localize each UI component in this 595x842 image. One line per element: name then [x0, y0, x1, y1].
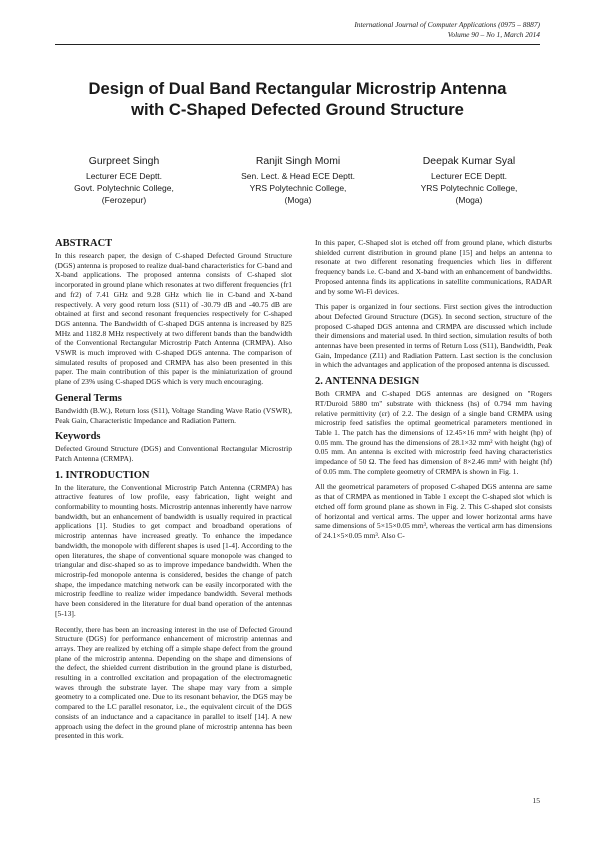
title-line-2: with C-Shaped Defected Ground Structure	[131, 100, 464, 119]
journal-header	[354, 20, 540, 39]
abstract-heading: ABSTRACT	[55, 238, 113, 249]
keywords-heading: Keywords	[55, 431, 101, 443]
author-affiliation: YRS Polytechnic College,	[249, 182, 347, 193]
antenna-design-paragraph-2: All the geometrical parameters of proposed C-shaped DGS antenna are same as that of CRMPA as mentioned in Table 1 except the C-shaped slot which is etched off form ground plane as shown in Fig. 2. This C-shaped slot consists of horizontal and vertical arms. The upper and lower horizontal arms have same dimensions of 5×15×0.05 mm³, whereas the vertical arm has dimensions of 24.1×5×0.05 mm³. Also C-	[315, 482, 552, 540]
paper-title	[40, 78, 555, 120]
journal-name: International Journal of Computer Applications (0975 – 8887)	[354, 20, 540, 29]
author-location: (Moga)	[455, 195, 483, 206]
author-name: Deepak Kumar Syal	[422, 156, 516, 167]
abstract-text: In this research paper, the design of C-shaped Defected Ground Structure (DGS) antenna is proposed to realize dual-band characteristics for C-band and X-band applications. The proposed antenna consists of C-shaped slot incorporated in ground plane which resonates at two different frequencies (fr1 and fr2) of 7.41 GHz and 9.28 GHz which lie in C-band and X-band respectively. A very good return loss (S11) of -30.79 dB and -40.75 dB are obtained at first and second resonant frequencies respectively for C-shaped DGS antenna. The Bandwidth of C-shaped DGS antenna is increased by 825 MHz and 1182.8 MHz respectively at two different bands than the bandwidth of the Conventional Rectangular Microstrip Patch Antenna (CRMPA). Also VSWR is much improved with C-shaped DGS antenna. The comparison of simulated results of proposed and CRMPA has also been presented in this paper. The main contribution of this paper is the miniaturization of ground plane of 23% using C-shaped DGS which is very much encouraging.	[55, 251, 292, 387]
introduction-paragraph-4: This paper is organized in four sections. First section gives the introduction about Defected Ground Structure (DGS). In second section, structure of the proposed C-shaped DGS antenna and CRMPA are discussed which include their dimensions and material used. In third section, simulation results of both antennas have been presented in terms of Return Loss (S11), Bandwidth, Peak Gain, Impedance (Z11) and Radiation Pattern. Last section is the conclusion in which the advantages and application of the proposed antenna is discussed.	[315, 302, 552, 370]
author-location: (Moga)	[284, 195, 312, 206]
author-role: Lecturer ECE Deptt.	[430, 170, 508, 181]
author-location: (Ferozepur)	[101, 195, 147, 206]
right-column	[315, 238, 552, 547]
author-role: Sen. Lect. & Head ECE Deptt.	[241, 170, 355, 181]
introduction-heading: 1. INTRODUCTION	[55, 469, 150, 481]
keywords-text: Defected Ground Structure (DGS) and Conventional Rectangular Microstrip Patch Antenna (CRMPA).	[55, 444, 292, 463]
introduction-paragraph-2: Recently, there has been an increasing interest in the use of Defected Ground Structure (DGS) for performance enhancement of microstrip antennas and arrays. They are realized by etching off a simple shape defect from the ground plane of the microstrip antenna. Depending on the shape and dimensions of the defect, the shielded current distribution in the ground plane is disturbed, resulting in a controlled excitation and propagation of the electromagnetic waves through the substrate layer. The shape may vary from a simple geometry to a complicated one. Due to its resonant behavior, the DGS may be compared to the LC parallel resonator, i.e., the equivalent circuit of the DGS consists of an inductance and a capacitance in parallel to itself [14]. A new approach using the defect in the ground plane of microstrip antenna has been presented in this work.	[55, 624, 292, 741]
antenna-design-heading: 2. ANTENNA DESIGN	[315, 376, 420, 388]
general-terms-heading: General Terms	[55, 392, 122, 404]
antenna-design-paragraph-1: Both CRMPA and C-shaped DGS antennas are designed on "Rogers RT/Duroid 5880 tm" substrate with thickness (hs) of 0.794 mm having relative permittivity (εr) of 2.2. The design of a single band CRMPA using microstrip feed satisfies the optimal geometrical parameters mentioned in Table 1. The patch has the dimensions of 12.45×16 mm² with height (hp) of 0.05 mm. The ground has the dimensions of 28.1×32 mm² with height (hg) of 0.05 mm. An antenna is excited with microstrip feed having characteristics impedance of 50 Ω. The feed has dimension of 8×2.46 mm² with height (hf) of 0.05 mm. The complete geometry of CRMPA is shown in Fig. 1.	[315, 389, 552, 476]
author-2	[213, 155, 383, 207]
author-3	[384, 155, 554, 207]
journal-volume: Volume 90 – No 1, March 2014	[447, 29, 540, 39]
author-name: Gurpreet Singh	[88, 156, 160, 167]
left-column	[55, 238, 292, 747]
author-role: Lecturer ECE Deptt.	[85, 170, 163, 181]
title-line-1: Design of Dual Band Rectangular Microstrip Antenna	[88, 79, 507, 98]
author-name: Ranjit Singh Momi	[255, 156, 341, 167]
introduction-paragraph-3: In this paper, C-Shaped slot is etched off from ground plane, which disturbs shielded current distribution in ground plane [15] and helps an antenna to resonate at two different resonating frequencies which lies in different frequency bands i.e. C-band and X-band with an enhancement of bandwidths. Proposed antenna finds its applications in satellite communications, RADAR and by some Wi-Fi devices.	[315, 238, 552, 296]
general-terms-text: Bandwidth (B.W.), Return loss (S11), Voltage Standing Wave Ratio (VSWR), Peak Gain, Characteristic Impedance and Radiation Pattern.	[55, 405, 292, 425]
author-affiliation: YRS Polytechnic College,	[420, 182, 518, 193]
author-affiliation: Govt. Polytechnic College,	[74, 182, 174, 193]
page-number: 15	[532, 796, 540, 805]
introduction-paragraph-1: In the literature, the Conventional Microstrip Patch Antenna (CRMPA) has attractive features of low profile, easy fabrication, light weight and conformability to mounting hosts. Microstrip antennas inherently have narrow bandwidth, but an enhancement of bandwidth is usually required in practical applications [1]. Studies to get compact and broadband operations of microstrip antennas have increased greatly. To enhance the impedance bandwidth, the monopole with different shapes is used [1-4]. According to the open literatures, the shape of conventional square monopole was changed to triangular and disc-shaped so as to improve impedance bandwidth. When the microstrip-fed monopole antenna is considered, besides the change of patch shape, the impedance matching network can be easily incorporated with the microstrip feedline to realize wider impedance bandwidth. Several methods have been considered in the literature for dual band operation of the antennas [5-13].	[55, 482, 292, 618]
author-1	[39, 155, 209, 207]
header-rule	[55, 44, 540, 45]
